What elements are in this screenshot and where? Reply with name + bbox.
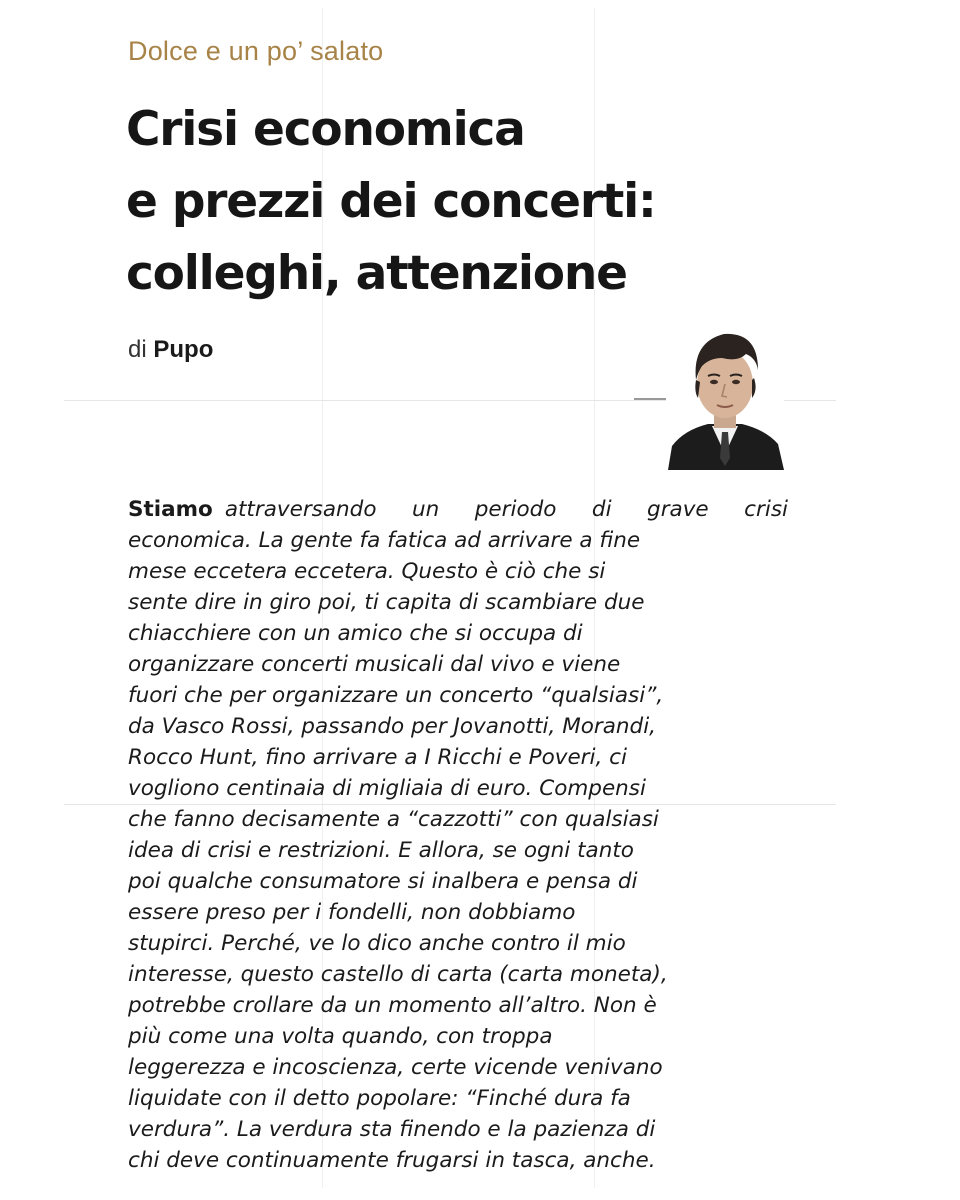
body-line: chi deve continuamente frugarsi in tasca, anche. xyxy=(128,1148,656,1173)
body-line: mese eccetera eccetera. Questo è ciò che si xyxy=(128,559,606,584)
body-line: Stiamo attraversando un periodo di grave crisi xyxy=(128,497,788,522)
byline-prefix: di xyxy=(128,336,147,363)
body-line: Rocco Hunt, fino arrivare a I Ricchi e Poveri, ci xyxy=(128,745,627,770)
headline-line: Crisi economica xyxy=(126,102,525,157)
lead-word: Stiamo xyxy=(128,497,213,522)
body-line: chiacchiere con un amico che si occupa di xyxy=(128,621,583,646)
column-kicker: Dolce e un po’ salato xyxy=(128,36,384,66)
author-portrait xyxy=(666,318,784,470)
body-line: stupirci. Perché, ve lo dico anche contro il mio xyxy=(128,931,626,956)
headline-line: e prezzi dei concerti: xyxy=(126,174,656,229)
body-line: fuori che per organizzare un concerto “qualsiasi”, xyxy=(128,683,664,708)
body-line: vogliono centinaia di migliaia di euro. Compensi xyxy=(128,776,646,801)
body-line: poi qualche consumatore si inalbera e pensa di xyxy=(128,869,638,894)
article-headline xyxy=(126,94,786,310)
author-name: Pupo xyxy=(153,336,214,363)
headline-line: colleghi, attenzione xyxy=(126,246,627,301)
body-line: essere preso per i fondelli, non dobbiamo xyxy=(128,900,576,925)
body-line: più come una volta quando, con troppa xyxy=(128,1024,553,1049)
article-body xyxy=(128,494,788,1176)
body-line: economica. La gente fa fatica ad arrivare a fine xyxy=(128,528,641,553)
body-line: sente dire in giro poi, ti capita di scambiare due xyxy=(128,590,645,615)
body-line: potrebbe crollare da un momento all’altro. Non è xyxy=(128,993,657,1018)
body-line: organizzare concerti musicali dal vivo e viene xyxy=(128,652,621,677)
body-line: verdura”. La verdura sta finendo e la pazienza di xyxy=(128,1117,656,1142)
portrait-illustration xyxy=(666,318,784,470)
byline xyxy=(128,336,213,364)
body-line: che fanno decisamente a “cazzotti” con qualsiasi xyxy=(128,807,659,832)
body-line: liquidate con il detto popolare: “Finché dura fa xyxy=(128,1086,631,1111)
body-line: leggerezza e incoscienza, certe vicende venivano xyxy=(128,1055,663,1080)
body-line: da Vasco Rossi, passando per Jovanotti, Morandi, xyxy=(128,714,656,739)
body-line: interesse, questo castello di carta (carta moneta), xyxy=(128,962,668,987)
body-line: idea di crisi e restrizioni. E allora, se ogni tanto xyxy=(128,838,634,863)
